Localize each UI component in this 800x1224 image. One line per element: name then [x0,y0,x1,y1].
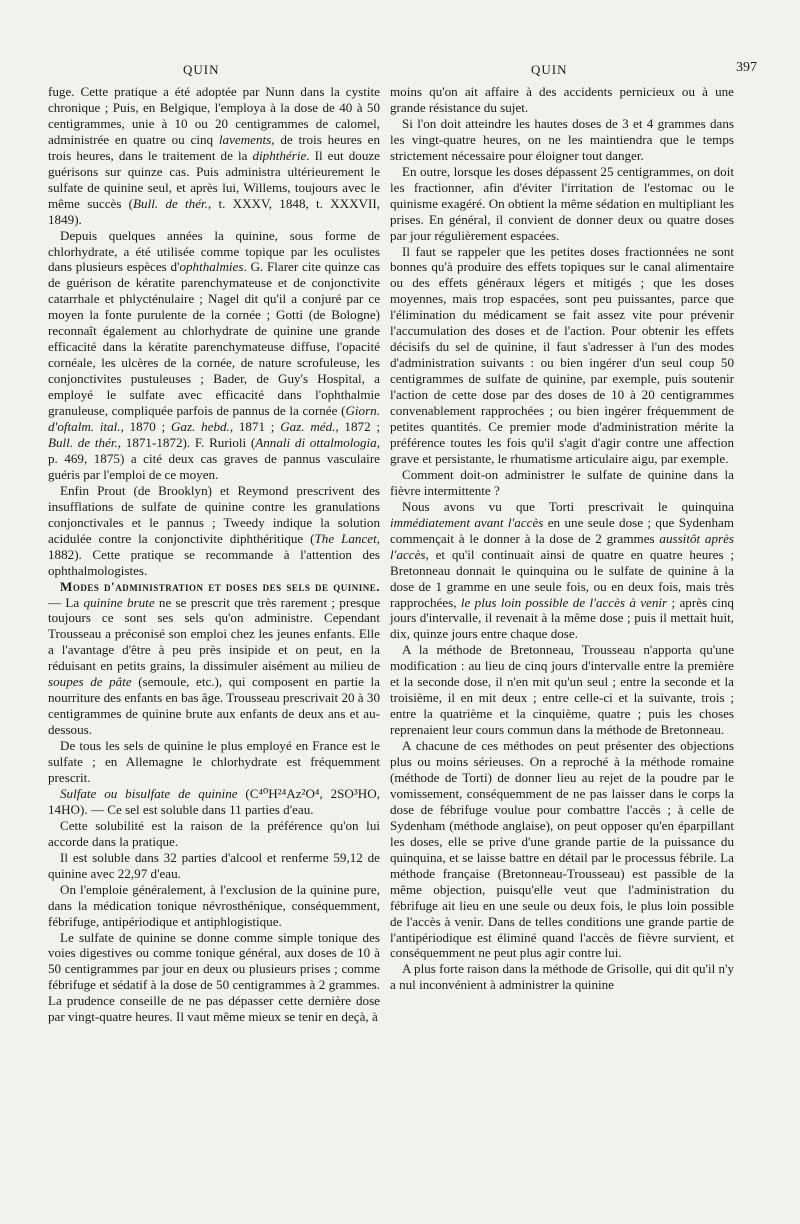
paragraph: Il est soluble dans 32 parties d'alcool et renferme 59,12 de quinine avec 22,97 d'eau. [48,849,380,881]
right-running-title: QUIN [531,62,568,77]
paragraph: Comment doit-on administrer le sulfate de quinine dans la fièvre intermittente ? [390,466,734,498]
paragraph: Cette solubilité est la raison de la préférence qu'on lui accorde dans la pratique. [48,817,380,849]
left-running-title: QUIN [183,62,220,77]
paragraph: Nous avons vu que Torti prescrivait le quinquina immédiatement avant l'accès en une seule dose ; que Sydenham commençait à le donner à la dose de 2 grammes aussitôt après l'accès, et qu'il continuait ainsi de quatre en quatre heures ; Bretonneau donnait le quinquina ou le sulfate de quinine à la dose de 1 gramme en une seule fois, ou en deux fois, mais très rapprochées, le plus loin possible de l'accès à venir ; après cinq jours d'intervalle, il revenait à la même dose ; puis il mettait huit, dix, quinze jours entre chaque dose. [390,498,734,642]
paragraph: Enfin Prout (de Brooklyn) et Reymond prescrivent des insufflations de sulfate de quinine contre les granulations conjonctivales et le pannus ; Tweedy indique la solution acidulée contre la conjonctivite diphthéritique (The Lancet, 1882). Cette pratique se recommande à l'attention des ophthalmologistes. [48,482,380,578]
paragraph: Sulfate ou bisulfate de quinine (C⁴⁰H²⁴Az²O⁴, 2SO³HO, 14HO). — Ce sel est soluble dans 11 parties d'eau. [48,785,380,817]
section-paragraph: Modes d'administration et doses des sels de quinine. — La quinine brute ne se prescrit que très rarement ; presque toujours ce sont ses sels qu'on administre. Cependant Trousseau a préconisé son emploi chez les jeunes enfants. Elle a l'avantage d'être à peu près insipide et on peut, en la réduisant en petits grains, la dissimuler aisément au milieu de soupes de pâte (semoule, etc.), qui composent en partie la nourriture des enfants en bas âge. Trousseau prescrivait 20 à 30 centigrammes de quinine brute aux enfants de deux ans et au-dessous. [48,578,381,738]
right-column [390,84,734,993]
paragraph: Si l'on doit atteindre les hautes doses de 3 et 4 grammes dans les vingt-quatre heures, on ne les maintiendra que le temps strictement nécessaire pour éloigner tout danger. [390,115,734,163]
paragraph: En outre, lorsque les doses dépassent 25 centigrammes, on doit les fractionner, afin d'éviter l'irritation de l'estomac ou le quinisme exagéré. On obtient la même sédation en multipliant les prises. En général, il convient de donner deux ou quatre doses par jour régulièrement espacées. [390,163,734,243]
paragraph: De tous les sels de quinine le plus employé en France est le sulfate ; en Allemagne le chlorhydrate est fréquemment prescrit. [48,738,380,785]
paragraph: fuge. Cette pratique a été adoptée par Nunn dans la cystite chronique ; Puis, en Belgique, l'employa à la dose de 40 à 50 centigrammes, unie à 10 ou 20 centigrammes de calomel, administrée en quatre ou cinq lavements, de trois heures en trois heures, dans le traitement de la diphthérie. Il eut douze guérisons sur quinze cas. Puis administra ultérieurement le sulfate de quinine seul, et après lui, Willems, toujours avec le même succès (Bull. de thér., t. XXXV, 1848, t. XXXVII, 1849). [48,84,381,227]
page-number: 397 [736,60,757,75]
paragraph: moins qu'on ait affaire à des accidents pernicieux ou à une grande résistance du sujet. [390,84,734,115]
paragraph: Le sulfate de quinine se donne comme simple tonique des voies digestives ou comme tonique général, aux doses de 10 à 50 centigrammes par jour en deux ou plusieurs prises ; comme fébrifuge et sédatif à la dose de 50 centigrammes à 2 grammes. La prudence conseille de ne pas dépasser cette dernière dose par vingt-quatre heures. Il vaut même mieux se tenir en deçà, à [48,929,380,1025]
paragraph: A chacune de ces méthodes on peut présenter des objections plus ou moins sérieuses. On a reproché à la méthode romaine (méthode de Torti) de donner lieu au rejet de la poudre par le vomissement, conséquemment de ne pas laisser dans le corps la dose de fébrifuge voulue pour combattre l'accès ; à celle de Sydenham (méthode anglaise), on peut opposer qu'en éparpillant les doses, elle se prive d'une grande partie de la puissance du quinquina, et se laisse battre en détail par le processus fébrile. La méthode française (Bretonneau-Trousseau) est passible de la même objection, puisqu'elle veut que l'administration du fébrifuge ait lieu en une seule ou deux fois, le plus loin possible de l'accès à venir. Dans de telles conditions une grande partie de l'antipériodique est éliminé quand l'accès de fièvre survient, et conséquemment ne peut plus agir contre lui. [390,738,734,961]
paragraph: A plus forte raison dans la méthode de Grisolle, qui dit qu'il n'y a nul inconvénient à administrer la quinine [390,961,734,993]
section-heading: Modes d'administration et doses des sels de quinine. [60,578,380,594]
left-column [48,84,380,1025]
paragraph: Depuis quelques années la quinine, sous forme de chlorhydrate, a été utilisée comme topique par les oculistes dans plusieurs espèces d'ophthalmies. G. Flarer cite quinze cas de guérison de kératite parenchymateuse et de conjonctivite catarrhale et phlycténulaire ; Nagel dit qu'il a conjuré par ce moyen la fonte purulente de la cornée ; Gotti (de Bologne) reconnaît également au chlorhydrate de quinine une grande efficacité dans la kératite parenchymateuse diffuse, l'opacité cornéale, les ulcères de la cornée, de nature scrofuleuse, les conjonctivites pustuleuses ; Bader, de Guy's Hospital, a employé le sulfate avec efficacité dans l'ophthalmie granuleuse, compliquée parfois de pannus de la cornée (Giorn. d'oftalm. ital., 1870 ; Gaz. hebd., 1871 ; Gaz. méd., 1872 ; Bull. de thér., 1871-1872). F. Rurioli (Annali di ottalmologia, p. 469, 1875) a cité deux cas graves de pannus vasculaire guéris par l'emploi de ce moyen. [48,227,381,482]
paragraph: Il faut se rappeler que les petites doses fractionnées ne sont bonnes qu'à produire des effets topiques sur le canal alimentaire ou des effets généraux légers et mitigés ; que les doses moyennes, mais trop espacées, sont peu puissantes, parce que l'élimination du médicament se fait assez vite pour prévenir l'accumulation des doses et de l'action. Pour obtenir les effets décisifs du sel de quinine, il faut s'adresser à l'un des modes d'administration suivants : ou bien ingérer d'un seul coup 50 centigrammes de sulfate de quinine, par exemple, puis soutenir l'action de cette dose par des doses de 10 à 20 centigrammes convenablement rapprochées ; ou bien ingérer fréquemment de petites quantités. Ce premier mode d'administration mérite la préférence toutes les fois qu'il s'agit d'agir contre une affection grave et persistante, le rhumatisme articulaire aigu, par exemple. [390,243,734,466]
paragraph: On l'emploie généralement, à l'exclusion de la quinine pure, dans la médication tonique névrosthénique, conséquemment, fébrifuge, antipériodique et antiphlogistique. [48,881,380,929]
paragraph: A la méthode de Bretonneau, Trousseau n'apporta qu'une modification : au lieu de cinq jours d'intervalle entre la première et la seconde dose, il n'en mit qu'un seul ; entre la seconde et la troisième, il en mit deux ; entre celle-ci et la suivante, trois ; entre la quatrième et la cinquième, quatre ; puis les choses reprenaient leur cours commun dans la méthode de Bretonneau. [390,642,734,738]
